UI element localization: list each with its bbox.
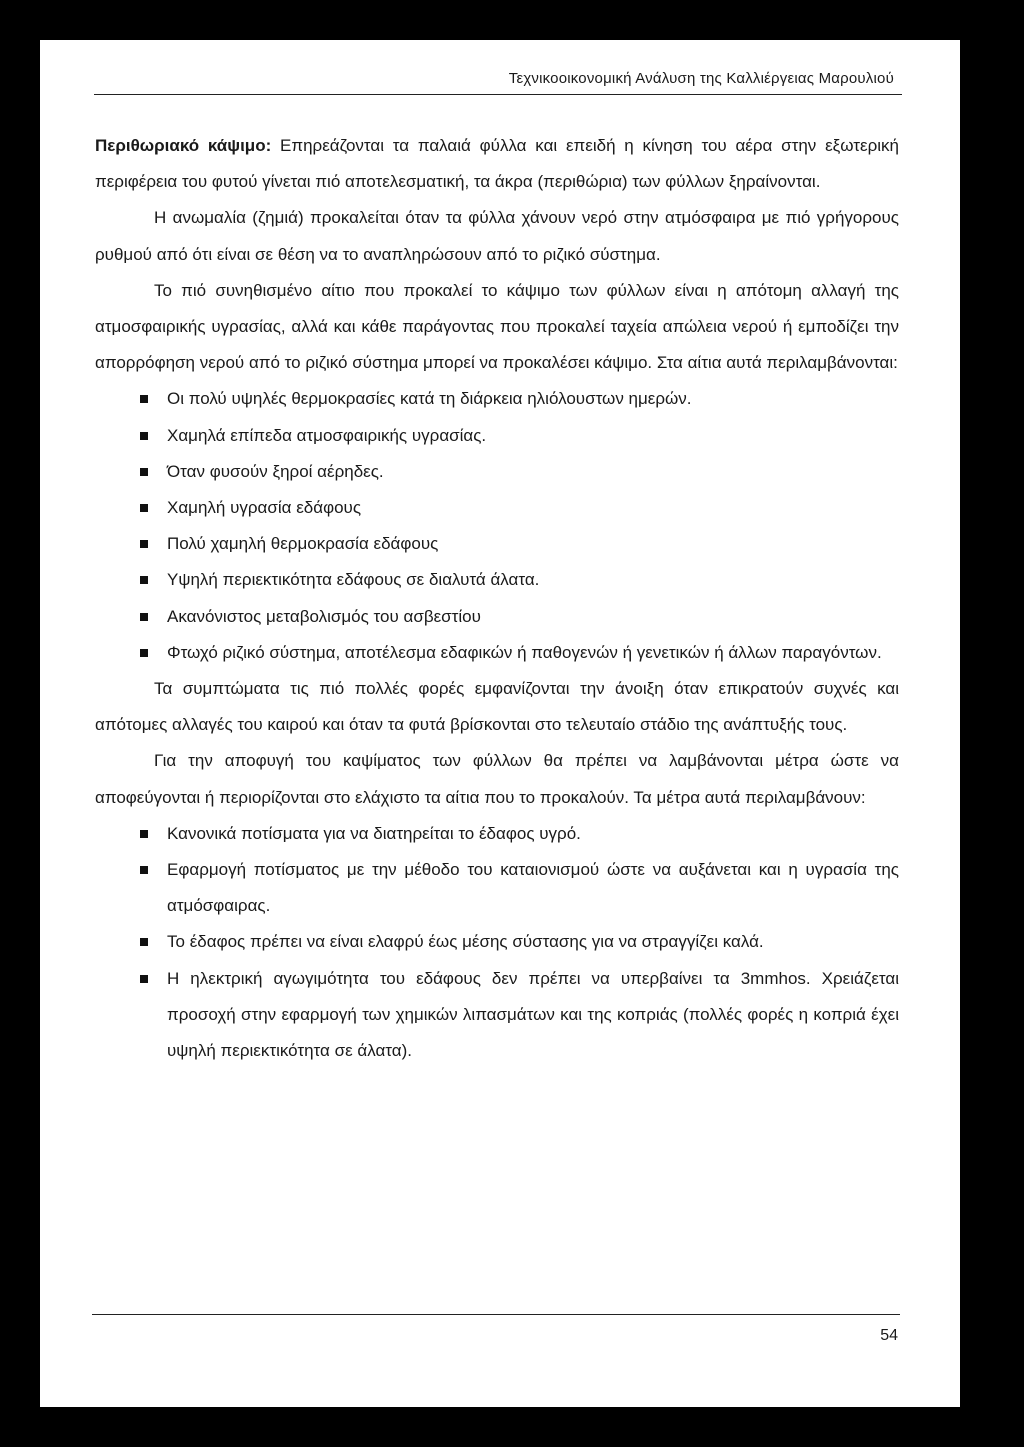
list-item-text: Όταν φυσούν ξηροί αέρηδες. [167, 461, 384, 481]
list-item [140, 490, 899, 526]
bullet-icon [140, 468, 148, 476]
document-page [40, 40, 960, 1407]
bullet-icon [140, 975, 148, 983]
bullet-icon [140, 866, 148, 874]
running-header: Τεχνικοοικονομική Ανάλυση της Καλλιέργειας Μαρουλιού [508, 70, 894, 87]
list-item-text: Ακανόνιστος μεταβολισμός του ασβεστίου [167, 606, 481, 626]
list-item-text: Εφαρμογή ποτίσματος με την μέθοδο του καταιονισμού ώστε να αυξάνεται και η υγρασία της ατμόσφαιρας. [167, 860, 899, 916]
lead-term: Περιθωριακό κάψιμο: [95, 136, 272, 155]
list-item-text: Φτωχό ριζικό σύστημα, αποτέλεσμα εδαφικών ή παθογενών ή γενετικών ή άλλων παραγόντων. [167, 642, 882, 662]
list-item-text: Η ηλεκτρική αγωγιμότητα του εδάφους δεν πρέπει να υπερβαίνει τα 3mmhos. Χρειάζεται προσοχή στην εφαρμογή των χημικών λιπασμάτων και της κοπριάς (πολλές φορές η κοπριά έχει υψηλή περιεκτικότητα σε άλατα). [167, 968, 899, 1061]
bullet-icon [140, 432, 148, 440]
page-content [95, 128, 899, 1069]
list-item [140, 454, 899, 490]
list-item-text: Υψηλή περιεκτικότητα εδάφους σε διαλυτά άλατα. [167, 570, 540, 590]
marginal-burn-paragraph [95, 128, 899, 200]
header-rule [94, 94, 902, 95]
list-item [140, 418, 899, 454]
bullet-icon [140, 540, 148, 548]
bullet-icon [140, 395, 148, 403]
bullet-icon [140, 576, 148, 584]
list-item [140, 526, 899, 562]
symptoms-paragraph: Τα συμπτώματα τις πιό πολλές φορές εμφανίζονται την άνοιξη όταν επικρατούν συχνές και απότομες αλλαγές του καιρού και όταν τα φυτά βρίσκονται στο τελευταίο στάδιο της ανάπτυξής τους. [95, 679, 899, 735]
common-cause-paragraph: Το πιό συνηθισμένο αίτιο που προκαλεί το κάψιμο των φύλλων είναι η απότομη αλλαγή της ατμοσφαιρικής υγρασίας, αλλά και κάθε παράγοντας που προκαλεί ταχεία απώλεια νερού ή εμποδίζει την απορρόφηση νερού από το ριζικό σύστημα μπορεί να προκαλέσει κάψιμο. Στα αίτια αυτά περιλαμβάνονται: [95, 280, 899, 373]
causes-list [95, 381, 899, 671]
list-item-text: Κανονικά ποτίσματα για να διατηρείται το έδαφος υγρό. [167, 823, 581, 843]
prevention-paragraph: Για την αποφυγή του καψίματος των φύλλων θα πρέπει να λαμβάνονται μέτρα ώστε να αποφεύγονται ή περιορίζονται στο ελάχιστο τα αίτια που το προκαλούν. Τα μέτρα αυτά περιλαμβάνουν: [95, 751, 899, 807]
bullet-icon [140, 830, 148, 838]
page-number: 54 [880, 1327, 898, 1344]
cause-paragraph: Η ανωμαλία (ζημιά) προκαλείται όταν τα φύλλα χάνουν νερό στην ατμόσφαιρα με πιό γρήγορους ρυθμού από ότι είναι σε θέση να το αναπληρώσουν από το ριζικό σύστημα. [95, 208, 899, 264]
list-item [140, 924, 899, 960]
bullet-icon [140, 938, 148, 946]
bullet-icon [140, 649, 148, 657]
list-item [140, 381, 899, 417]
measures-list [95, 816, 899, 1069]
list-item [140, 852, 899, 924]
list-item [140, 599, 899, 635]
bullet-icon [140, 613, 148, 621]
list-item [140, 961, 899, 1070]
bullet-icon [140, 504, 148, 512]
list-item-text: Χαμηλά επίπεδα ατμοσφαιρικής υγρασίας. [167, 425, 487, 445]
list-item-text: Οι πολύ υψηλές θερμοκρασίες κατά τη διάρκεια ηλιόλουστων ημερών. [167, 389, 692, 409]
list-item [140, 816, 899, 852]
list-item-text: Το έδαφος πρέπει να είναι ελαφρύ έως μέσης σύστασης για να στραγγίζει καλά. [167, 932, 764, 952]
list-item [140, 562, 899, 598]
footer-rule [92, 1314, 900, 1315]
list-item-text: Χαμηλή υγρασία εδάφους [167, 498, 362, 518]
list-item [140, 635, 899, 671]
list-item-text: Πολύ χαμηλή θερμοκρασία εδάφους [167, 534, 439, 554]
lead-text: Επηρεάζονται τα παλαιά φύλλα και επειδή η κίνηση του αέρα στην εξωτερική περιφέρεια του φυτού γίνεται πιό αποτελεσματική, τα άκρα (περιθώρια) των φύλλων ξηραίνονται. [95, 136, 899, 192]
